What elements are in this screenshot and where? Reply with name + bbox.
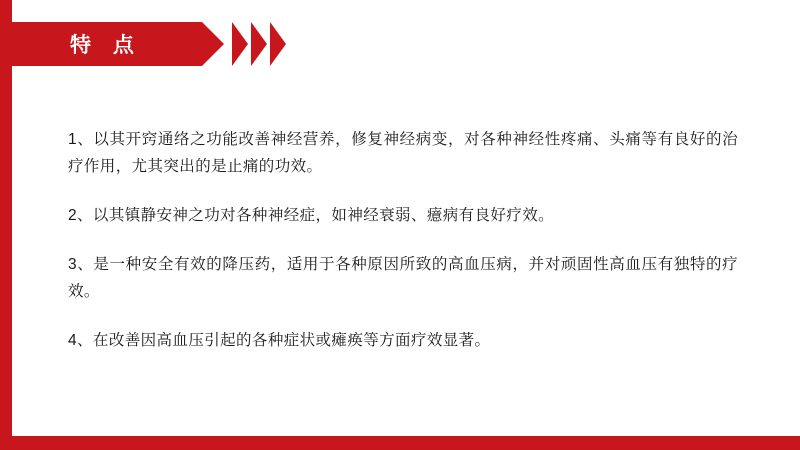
chevron-group [232,22,289,66]
chevron-right-icon [270,22,286,66]
slide-header [12,22,202,66]
body-paragraph: 1、以其开窍通络之功能改善神经营养，修复神经病变，对各种神经性疼痛、头痛等有良好的治疗作用，尤其突出的是止痛的功效。 [68,130,738,175]
bottom-accent-bar [0,436,800,450]
chevron-right-icon [232,22,248,66]
chevron-right-icon [251,22,267,66]
header-banner [12,22,202,66]
page-title: 特 点 [70,34,142,57]
body-paragraph: 4、在改善因高血压引起的各种症状或瘫痪等方面疗效显著。 [68,332,491,350]
left-accent-bar [0,0,12,450]
content-body [68,110,738,354]
body-paragraph: 3、是一种安全有效的降压药，适用于各种原因所致的高血压病，并对顽固性高血压有独特的疗效。 [68,255,738,300]
body-paragraph: 2、以其镇静安神之功对各种神经症，如神经衰弱、癔病有良好疗效。 [68,206,555,224]
